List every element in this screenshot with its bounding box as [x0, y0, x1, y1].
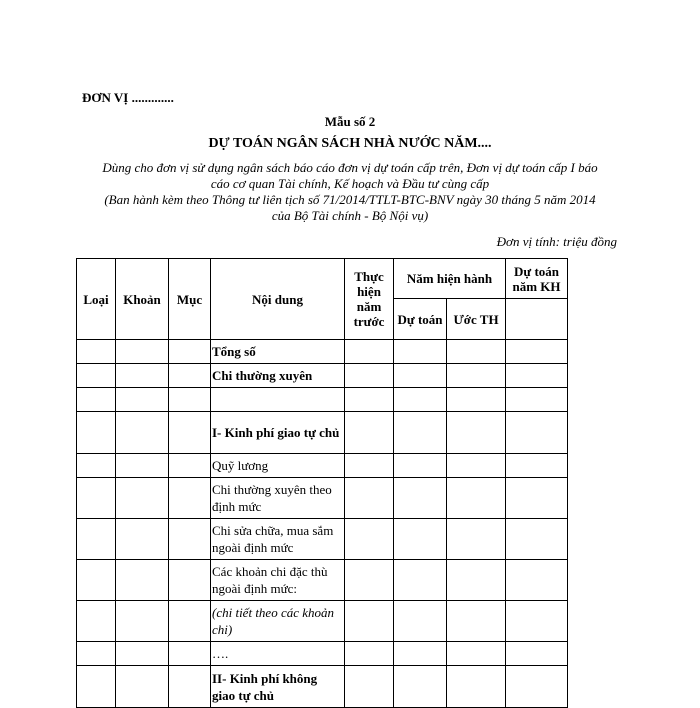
table-row	[77, 666, 568, 708]
empty-cell	[77, 642, 116, 666]
empty-cell	[447, 642, 506, 666]
empty-cell	[394, 478, 447, 519]
subtitle-line: (Ban hành kèm theo Thông tư liên tịch số 71/2014/TTLT-BTC-BNV ngày 30 tháng 5 năm 2014	[104, 192, 596, 207]
row-content-cell: (chi tiết theo các khoản chi)	[211, 601, 345, 642]
col-header-uoc-th: Ước TH	[447, 299, 506, 340]
empty-cell	[345, 478, 394, 519]
row-content-cell: Quỹ lương	[211, 454, 345, 478]
empty-cell	[394, 388, 447, 412]
table-row	[77, 642, 568, 666]
col-header-du-toan: Dự toán	[394, 299, 447, 340]
empty-cell	[506, 519, 568, 560]
col-header-muc: Mục	[169, 259, 211, 340]
empty-cell	[169, 601, 211, 642]
col-header-noi-dung: Nội dung	[211, 259, 345, 340]
row-content-cell: II- Kinh phí không giao tự chủ	[211, 666, 345, 708]
empty-cell	[447, 666, 506, 708]
empty-cell	[447, 340, 506, 364]
empty-cell	[345, 340, 394, 364]
empty-cell	[116, 560, 169, 601]
empty-cell	[345, 454, 394, 478]
empty-cell	[394, 601, 447, 642]
empty-cell	[116, 642, 169, 666]
empty-cell	[394, 642, 447, 666]
empty-cell	[116, 519, 169, 560]
table-row	[77, 388, 568, 412]
budget-table	[76, 258, 568, 708]
empty-cell	[169, 364, 211, 388]
empty-cell	[77, 412, 116, 454]
row-content-cell: Chi sửa chữa, mua sắm ngoài định mức	[211, 519, 345, 560]
document-subtitle	[80, 160, 620, 224]
empty-cell	[345, 642, 394, 666]
empty-cell	[506, 364, 568, 388]
empty-cell	[394, 340, 447, 364]
empty-cell	[506, 478, 568, 519]
empty-cell	[116, 388, 169, 412]
empty-cell	[169, 454, 211, 478]
unit-label: ĐƠN VỊ .............	[82, 90, 174, 105]
empty-cell	[116, 412, 169, 454]
empty-cell	[169, 478, 211, 519]
empty-cell	[506, 388, 568, 412]
table-row	[77, 364, 568, 388]
subtitle-line: cáo cơ quan Tài chính, Kế hoạch và Đầu tư cùng cấp	[210, 176, 490, 191]
row-content-cell: I- Kinh phí giao tự chủ	[211, 412, 345, 454]
empty-cell	[345, 666, 394, 708]
empty-cell	[77, 519, 116, 560]
empty-cell	[506, 412, 568, 454]
empty-cell	[77, 454, 116, 478]
empty-cell	[77, 388, 116, 412]
empty-cell	[169, 340, 211, 364]
document-title: DỰ TOÁN NGÂN SÁCH NHÀ NƯỚC NĂM....	[208, 136, 492, 151]
empty-cell	[169, 642, 211, 666]
empty-cell	[506, 454, 568, 478]
empty-cell	[506, 601, 568, 642]
empty-cell	[169, 560, 211, 601]
empty-cell	[77, 478, 116, 519]
table-row	[77, 412, 568, 454]
subtitle-line: Dùng cho đơn vị sử dụng ngân sách báo cáo đơn vị dự toán cấp trên, Đơn vị dự toán cấp I báo	[102, 160, 598, 175]
table-row	[77, 519, 568, 560]
empty-cell	[506, 666, 568, 708]
empty-cell	[345, 364, 394, 388]
empty-cell	[116, 666, 169, 708]
empty-cell	[447, 388, 506, 412]
empty-cell	[447, 412, 506, 454]
subtitle-line: của Bộ Tài chính - Bộ Nội vụ)	[271, 208, 429, 223]
empty-cell	[394, 364, 447, 388]
empty-cell	[394, 454, 447, 478]
empty-cell	[394, 412, 447, 454]
empty-cell	[116, 478, 169, 519]
table-row	[77, 478, 568, 519]
empty-cell	[116, 454, 169, 478]
empty-cell	[506, 560, 568, 601]
row-content-cell: ….	[211, 642, 345, 666]
row-content-cell: Chi thường xuyên theo định mức	[211, 478, 345, 519]
empty-cell	[345, 388, 394, 412]
empty-cell	[77, 364, 116, 388]
empty-cell	[77, 601, 116, 642]
empty-cell	[77, 666, 116, 708]
empty-cell	[345, 601, 394, 642]
col-header-nam-hien-hanh: Năm hiện hành	[394, 259, 506, 299]
table-row	[77, 560, 568, 601]
empty-cell	[447, 364, 506, 388]
table-row	[77, 340, 568, 364]
col-header-thuc-hien: Thực hiện năm trước	[345, 259, 394, 340]
row-content-cell: Tổng số	[211, 340, 345, 364]
budget-table-body	[77, 340, 568, 708]
empty-cell	[169, 412, 211, 454]
empty-cell	[169, 388, 211, 412]
table-row	[77, 601, 568, 642]
empty-cell	[447, 519, 506, 560]
empty-cell	[394, 560, 447, 601]
empty-cell	[169, 519, 211, 560]
empty-cell	[506, 340, 568, 364]
table-row	[77, 454, 568, 478]
empty-cell	[116, 340, 169, 364]
col-header-khoan: Khoản	[116, 259, 169, 340]
empty-cell	[345, 560, 394, 601]
empty-cell	[77, 560, 116, 601]
empty-cell	[447, 478, 506, 519]
form-number: Mẫu số 2	[324, 114, 376, 129]
row-content-cell	[211, 388, 345, 412]
empty-cell	[394, 666, 447, 708]
empty-cell	[116, 601, 169, 642]
row-content-cell: Chi thường xuyên	[211, 364, 345, 388]
empty-cell	[447, 560, 506, 601]
col-header-loai: Loại	[77, 259, 116, 340]
empty-cell	[169, 666, 211, 708]
empty-cell	[506, 642, 568, 666]
empty-cell	[345, 519, 394, 560]
empty-cell	[394, 519, 447, 560]
empty-cell	[77, 340, 116, 364]
empty-cell	[447, 601, 506, 642]
empty-cell	[345, 412, 394, 454]
currency-unit-note: Đơn vị tính: triệu đồng	[496, 234, 617, 249]
empty-cell	[447, 454, 506, 478]
col-header-empty	[506, 299, 568, 340]
empty-cell	[116, 364, 169, 388]
row-content-cell: Các khoản chi đặc thù ngoài định mức:	[211, 560, 345, 601]
col-header-du-toan-kh: Dự toán năm KH	[506, 259, 568, 299]
